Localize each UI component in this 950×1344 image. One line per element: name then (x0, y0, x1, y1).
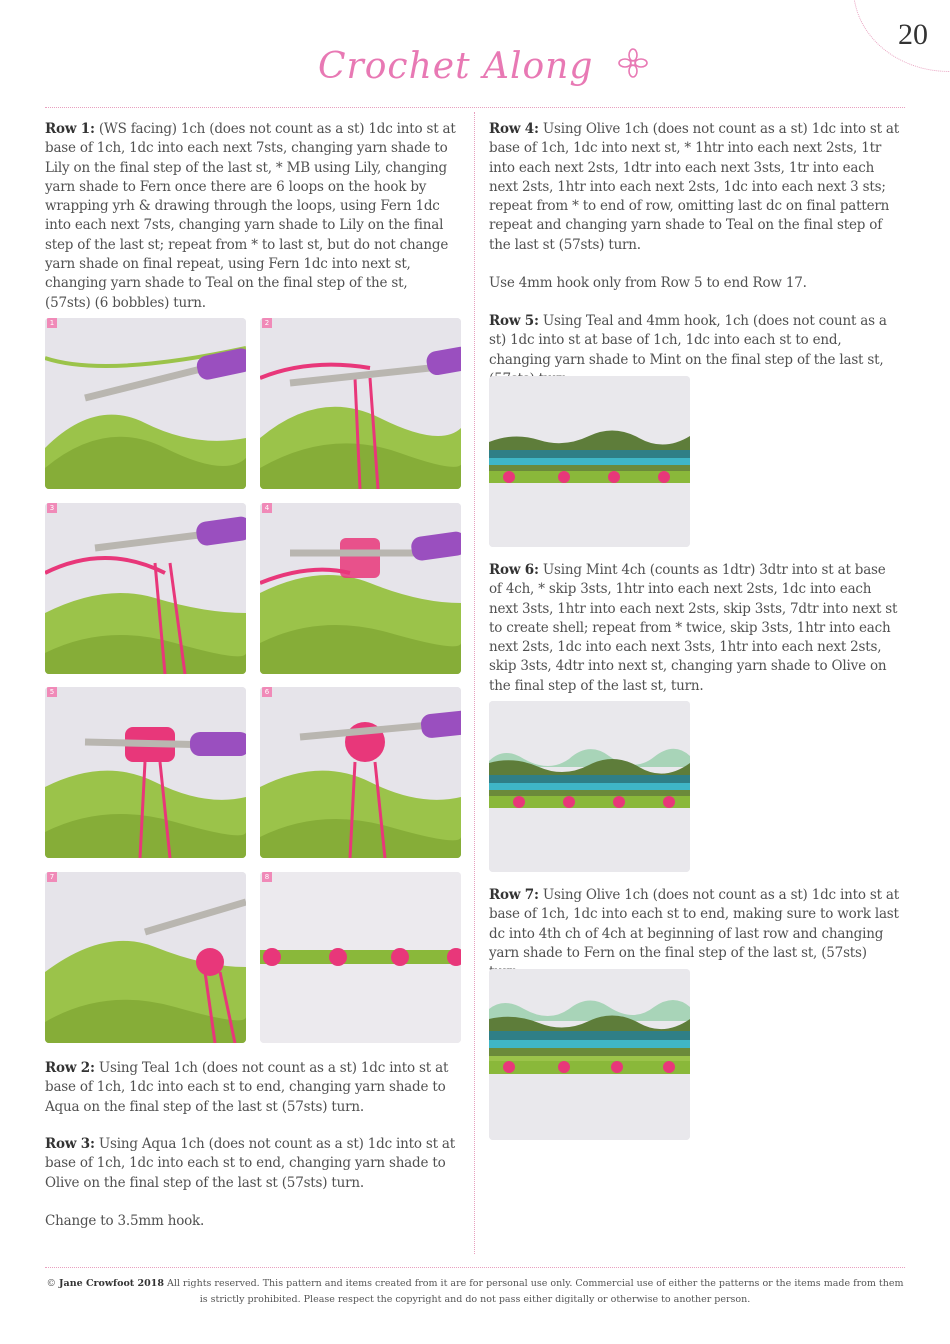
crochet-photo (260, 318, 461, 489)
row6-text: Using Mint 4ch (counts as 1dtr) 3dtr into st at base of 4ch, * skip 3sts, 1htr into each next 2sts, 1dc into each next 3sts, 1htr into each next 2sts, skip 3sts, 7dtr into next st to create shell; repeat from * twice, skip 3sts, 1htr into each next 2sts, 1dc into each next 3sts, 1htr into each next 2sts, skip 3sts, 4dtr into next st, changing yarn shade to Olive on the final step of the last st, turn. (489, 562, 898, 694)
step-photo-8 (260, 872, 461, 1043)
top-divider (45, 107, 905, 108)
row1-label: Row 1: (45, 121, 95, 137)
row6-label: Row 6: (489, 562, 539, 578)
row4-text: Using Olive 1ch (does not count as a st) 1dc into st at base of 1ch, 1dc into next st, * 1htr into each next 2sts, 1tr into each next 2sts, 1dtr into each next 3sts, 1tr into each next 2sts, 1htr into each next 2sts, 1dc into each next 3 sts; repeat from * to end of row, omitting last dc on final pattern repeat and changing yarn shade to Teal on the final step of the last st (57sts) turn. (489, 121, 899, 253)
photo-badge-1: 1 (47, 318, 57, 328)
title-text: Crochet Along (318, 46, 594, 87)
page-title (300, 40, 680, 100)
copyright-text: All rights reserved. This pattern and items created from it are for personal use only. Commercial use of either the patterns or the items made from them is strictly prohibited. Please respect the copyright and do not pass either digitally or otherwise to another person. (163, 1278, 904, 1305)
bottom-divider (45, 1267, 905, 1268)
step-photo-7 (45, 872, 246, 1043)
row3-instructions (45, 1135, 457, 1193)
row7-instructions (489, 886, 901, 982)
row3-text: Using Aqua 1ch (does not count as a st) 1dc into st at base of 1ch, 1dc into each st to end, changing yarn shade to Olive on the final step of the last st (57sts) turn. (45, 1136, 455, 1191)
hook-size-note: Use 4mm hook only from Row 5 to end Row 17. (489, 275, 807, 291)
crochet-photo (260, 503, 461, 674)
crochet-photo (45, 687, 246, 858)
page-number: 20 (898, 18, 928, 51)
crochet-photo (260, 687, 461, 858)
row7-label: Row 7: (489, 887, 539, 903)
crochet-photo (260, 872, 461, 1043)
photo-badge-4: 4 (262, 503, 272, 513)
step-photo-4 (260, 503, 461, 674)
crochet-photo (489, 701, 690, 872)
copyright-author: Jane Crowfoot 2018 (59, 1278, 164, 1289)
crochet-photo (489, 376, 690, 547)
row5-photo (489, 376, 690, 547)
copyright-symbol: © (46, 1278, 57, 1289)
hook-change-note: Change to 3.5mm hook. (45, 1213, 205, 1229)
photo-badge-7: 7 (47, 872, 57, 882)
step-photo-2 (260, 318, 461, 489)
row1-instructions (45, 120, 457, 313)
crochet-photo (489, 969, 690, 1140)
copyright-footer (45, 1276, 905, 1308)
row2-text: Using Teal 1ch (does not count as a st) 1dc into st at base of 1ch, 1dc into each st to end, changing yarn shade to Aqua on the final step of the last st (57sts) turn. (45, 1060, 449, 1115)
photo-badge-3: 3 (47, 503, 57, 513)
flower-icon (618, 48, 648, 78)
crochet-photo (45, 318, 246, 489)
row1-text: (WS facing) 1ch (does not count as a st) 1dc into st at base of 1ch, 1dc into each next 7sts, changing yarn shade to Lily on the final step of the last st, * MB using Lily, changing yarn shade to Fern once there are 6 loops on the hook by wrapping yrh & drawing through the loops, using Fern 1dc into each next 7sts, changing yarn shade to Lily on the final step of the last st; repeat from * to last st, but do not change yarn shade on final repeat, using Fern 1dc into next st, changing yarn shade to Teal on the final step of the st, (57sts) (6 bobbles) turn. (45, 121, 456, 311)
step-photo-5 (45, 687, 246, 858)
photo-badge-5: 5 (47, 687, 57, 697)
crochet-photo (45, 872, 246, 1043)
row5-text: Using Teal and 4mm hook, 1ch (does not count as a st) 1dc into st at base of 1ch, 1dc into each st to end, changing yarn shade to Mint on the final step of the last st, (489, 313, 887, 368)
row3-label: Row 3: (45, 1136, 95, 1152)
row7-text: Using Olive 1ch (does not count as a st) 1dc into st at base of 1ch, 1dc into each st to end, making sure to work last dc into 4th ch of 4ch at beginning of last row and changing yarn shade to Fern on the final step of the last st, (57sts) (489, 887, 899, 961)
photo-badge-8: 8 (262, 872, 272, 882)
row7-photo (489, 969, 690, 1140)
row2-label: Row 2: (45, 1060, 95, 1076)
photo-badge-6: 6 (262, 687, 272, 697)
column-divider (474, 112, 475, 1254)
row6-instructions (489, 561, 901, 696)
row4-instructions (489, 120, 901, 255)
step-photo-3 (45, 503, 246, 674)
row6-photo (489, 701, 690, 872)
photo-badge-2: 2 (262, 318, 272, 328)
row4-label: Row 4: (489, 121, 539, 137)
step-photo-1 (45, 318, 246, 489)
crochet-photo (45, 503, 246, 674)
row5-label: Row 5: (489, 313, 539, 329)
row2-instructions (45, 1059, 457, 1117)
step-photo-6 (260, 687, 461, 858)
